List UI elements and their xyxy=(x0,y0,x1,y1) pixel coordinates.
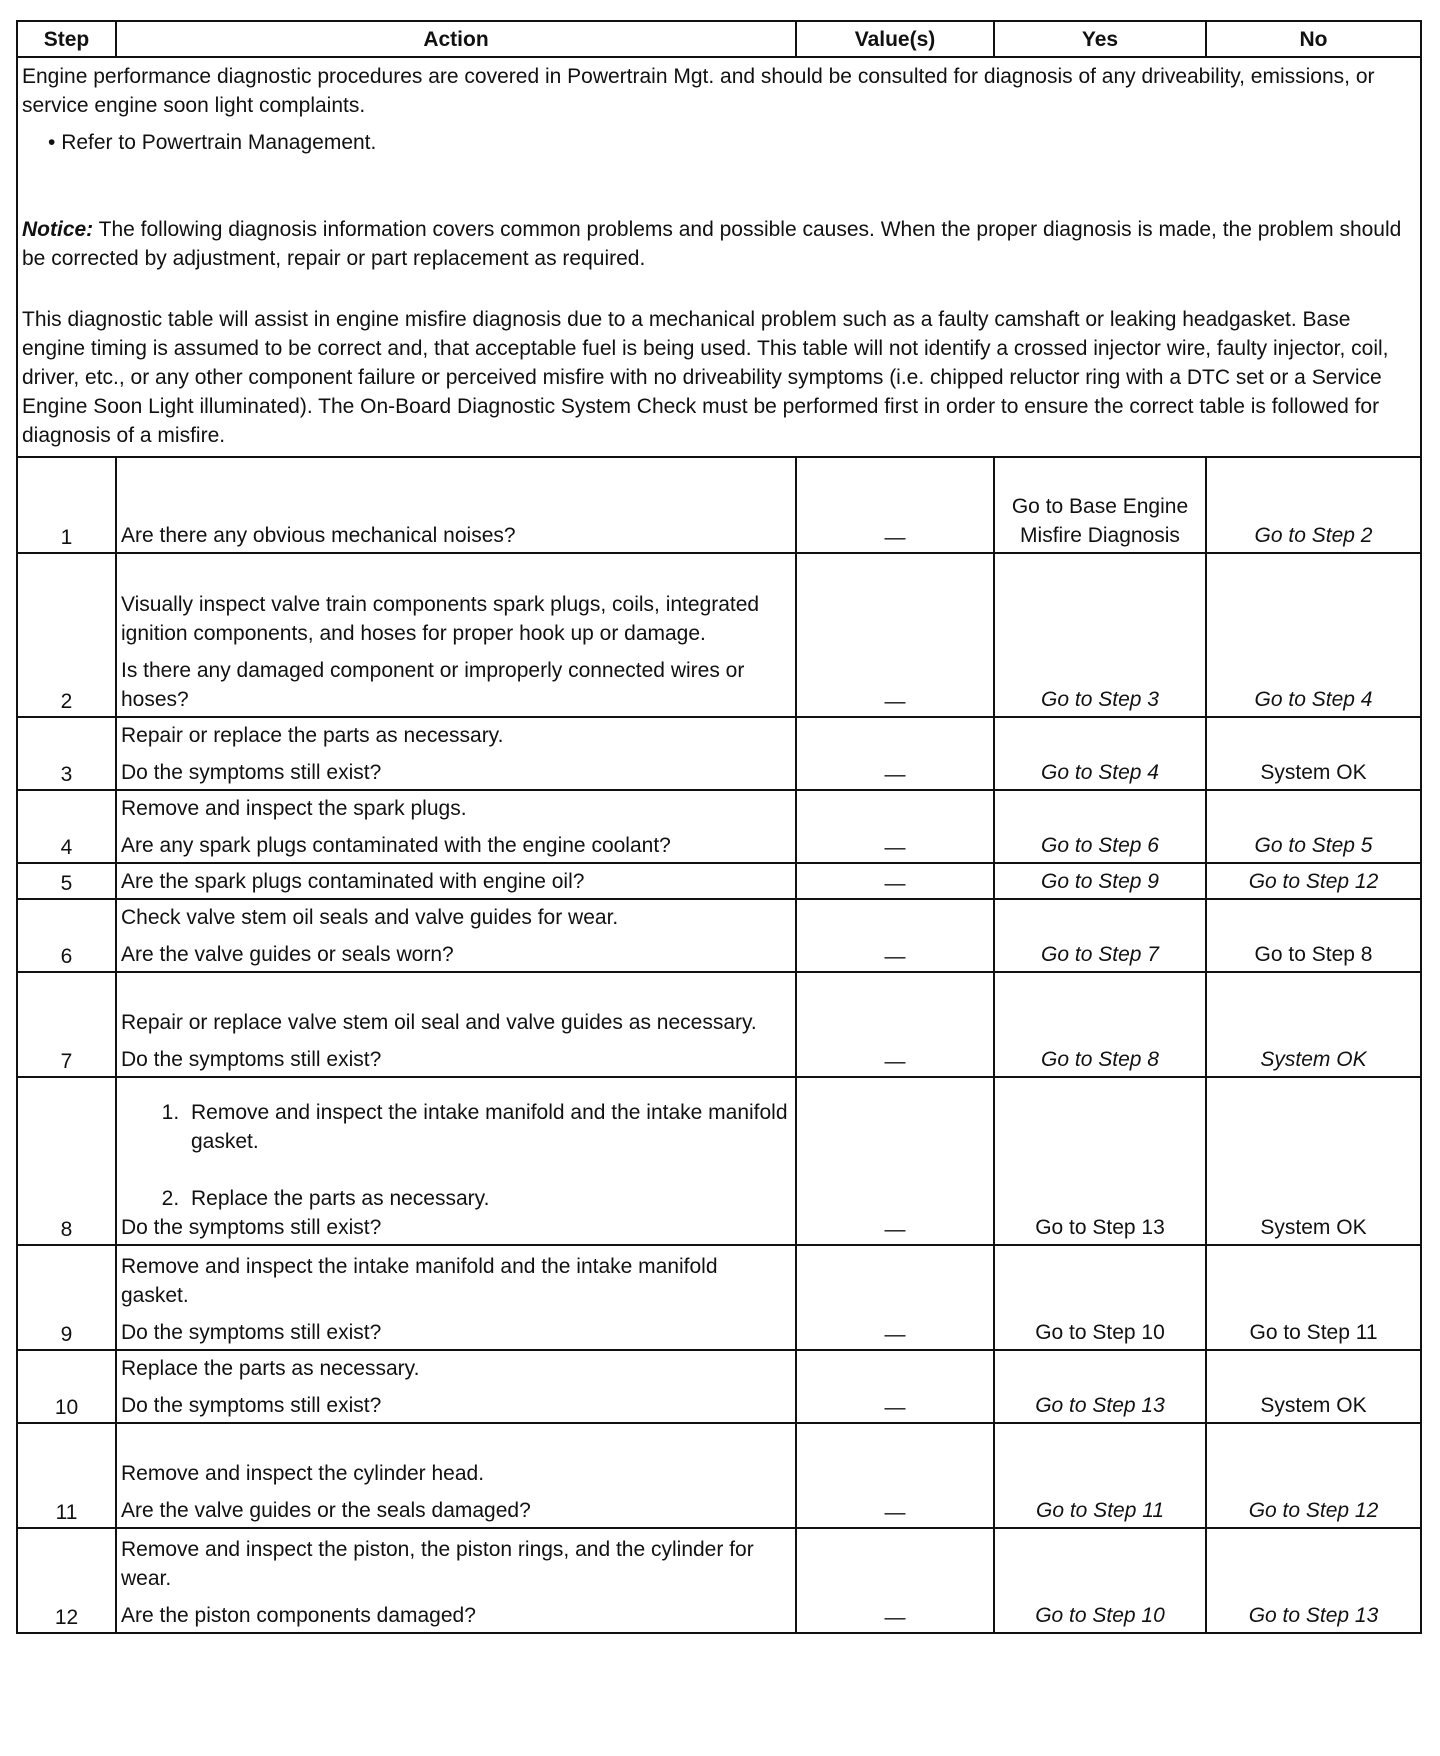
action-text: Are the spark plugs contaminated with engine oil? xyxy=(121,870,585,893)
substep-item: 2. Replace the parts as necessary. xyxy=(185,1184,791,1213)
table-row xyxy=(17,457,1421,553)
intro-paragraph: Engine performance diagnostic procedures are covered in Powertrain Mgt. and should be consulted for diagnosis of any driveability, emissions, or service engine soon light complaints. xyxy=(22,65,1375,117)
yes-cell: Go to Step 4 xyxy=(994,717,1206,790)
value-cell: — xyxy=(796,1350,994,1423)
step-rows xyxy=(17,457,1421,1633)
no-cell: Go to Step 5 xyxy=(1206,790,1421,863)
table-header-row xyxy=(17,21,1421,57)
value-cell: — xyxy=(796,972,994,1077)
no-cell: Go to Step 12 xyxy=(1206,863,1421,899)
action-cell xyxy=(116,790,796,863)
action-text: Repair or replace the parts as necessary. xyxy=(121,724,504,747)
substep-item: 1. Remove and inspect the intake manifold and the intake manifold gasket. xyxy=(185,1098,791,1156)
action-text: Are there any obvious mechanical noises? xyxy=(121,524,516,547)
action-text: Check valve stem oil seals and valve guides for wear. xyxy=(121,906,619,929)
value-cell: — xyxy=(796,863,994,899)
notice-paragraph xyxy=(22,215,1416,273)
table-row xyxy=(17,899,1421,972)
intro-row xyxy=(17,57,1421,457)
action-question: Are the valve guides or seals worn? xyxy=(121,943,454,966)
yes-cell: Go to Base Engine Misfire Diagnosis xyxy=(994,457,1206,553)
action-text: Visually inspect valve train components spark plugs, coils, integrated ignition components, and hoses for proper hook up or damage. xyxy=(121,593,760,645)
table-row xyxy=(17,1077,1421,1245)
action-text: Replace the parts as necessary. xyxy=(121,1357,420,1380)
step-number: 3 xyxy=(17,717,116,790)
table-row xyxy=(17,553,1421,717)
diagnostic-table xyxy=(16,20,1422,1634)
action-question: Do the symptoms still exist? xyxy=(121,761,382,784)
value-cell: — xyxy=(796,790,994,863)
yes-cell: Go to Step 10 xyxy=(994,1245,1206,1350)
action-question: Are the piston components damaged? xyxy=(121,1604,476,1627)
no-cell: System OK xyxy=(1206,1077,1421,1245)
intro-bullet-text: Refer to Powertrain Management. xyxy=(61,131,377,154)
table-row xyxy=(17,972,1421,1077)
table-row xyxy=(17,790,1421,863)
action-cell xyxy=(116,1245,796,1350)
description-paragraph: This diagnostic table will assist in engine misfire diagnosis due to a mechanical problem such as a faulty camshaft or leaking headgasket. Base engine timing is assumed to be correct and, that acceptable fuel is being used. This table will not identify a crossed injector wire, faulty injector, coil, driver, etc., or any other component failure or perceived misfire with no driveability symptoms (i.e. chipped reluctor ring with a DTC set or a Service Engine Soon Light illuminated). The On-Board Diagnostic System Check must be performed first in order to ensure the correct table is followed for diagnosis of a misfire. xyxy=(22,308,1389,447)
yes-cell: Go to Step 8 xyxy=(994,972,1206,1077)
value-cell: — xyxy=(796,899,994,972)
intro-cell xyxy=(17,57,1421,457)
step-number: 5 xyxy=(17,863,116,899)
action-cell xyxy=(116,1350,796,1423)
action-text: Remove and inspect the cylinder head. xyxy=(121,1462,485,1485)
no-cell: Go to Step 13 xyxy=(1206,1528,1421,1633)
header-step: Step xyxy=(17,21,116,57)
step-number: 8 xyxy=(17,1077,116,1245)
step-number: 9 xyxy=(17,1245,116,1350)
no-cell: Go to Step 12 xyxy=(1206,1423,1421,1528)
header-yes: Yes xyxy=(994,21,1206,57)
step-number: 2 xyxy=(17,553,116,717)
action-question: Is there any damaged component or improperly connected wires or hoses? xyxy=(121,659,745,711)
header-no: No xyxy=(1206,21,1421,57)
action-question: Are any spark plugs contaminated with the engine coolant? xyxy=(121,834,671,857)
no-cell: Go to Step 8 xyxy=(1206,899,1421,972)
action-cell xyxy=(116,553,796,717)
no-cell: Go to Step 11 xyxy=(1206,1245,1421,1350)
value-cell: — xyxy=(796,1245,994,1350)
step-number: 4 xyxy=(17,790,116,863)
substep-list xyxy=(121,1098,791,1213)
table-row xyxy=(17,1528,1421,1633)
action-question: Do the symptoms still exist? xyxy=(121,1216,382,1239)
header-values: Value(s) xyxy=(796,21,994,57)
no-cell: Go to Step 2 xyxy=(1206,457,1421,553)
step-number: 10 xyxy=(17,1350,116,1423)
yes-cell: Go to Step 10 xyxy=(994,1528,1206,1633)
notice-text: The following diagnosis information covers common problems and possible causes. When the proper diagnosis is made, the problem should be corrected by adjustment, repair or part replacement as required. xyxy=(22,218,1402,270)
action-cell xyxy=(116,863,796,899)
yes-cell: Go to Step 9 xyxy=(994,863,1206,899)
action-text: Remove and inspect the intake manifold and the intake manifold gasket. xyxy=(121,1255,718,1307)
no-cell: System OK xyxy=(1206,717,1421,790)
action-text: Remove and inspect the piston, the piston rings, and the cylinder for wear. xyxy=(121,1538,754,1590)
value-cell: — xyxy=(796,1423,994,1528)
action-cell xyxy=(116,1423,796,1528)
action-cell xyxy=(116,457,796,553)
notice-label: Notice: xyxy=(22,218,94,241)
yes-cell: Go to Step 7 xyxy=(994,899,1206,972)
step-number: 1 xyxy=(17,457,116,553)
action-question: Do the symptoms still exist? xyxy=(121,1048,382,1071)
action-cell xyxy=(116,972,796,1077)
yes-cell: Go to Step 13 xyxy=(994,1077,1206,1245)
yes-cell: Go to Step 6 xyxy=(994,790,1206,863)
yes-cell: Go to Step 11 xyxy=(994,1423,1206,1528)
value-cell: — xyxy=(796,553,994,717)
action-text: Remove and inspect the spark plugs. xyxy=(121,797,467,820)
no-cell: System OK xyxy=(1206,972,1421,1077)
action-question: Do the symptoms still exist? xyxy=(121,1394,382,1417)
table-row xyxy=(17,1245,1421,1350)
no-cell: System OK xyxy=(1206,1350,1421,1423)
no-cell: Go to Step 4 xyxy=(1206,553,1421,717)
action-question: Are the valve guides or the seals damaged? xyxy=(121,1499,531,1522)
intro-bullet: • Refer to Powertrain Management. xyxy=(48,131,377,154)
document-page xyxy=(16,20,1420,1634)
action-text: Repair or replace valve stem oil seal and valve guides as necessary. xyxy=(121,1011,757,1034)
value-cell: — xyxy=(796,1077,994,1245)
yes-cell: Go to Step 13 xyxy=(994,1350,1206,1423)
value-cell: — xyxy=(796,1528,994,1633)
table-row xyxy=(17,863,1421,899)
step-number: 12 xyxy=(17,1528,116,1633)
value-cell: — xyxy=(796,717,994,790)
action-cell xyxy=(116,1528,796,1633)
table-row xyxy=(17,717,1421,790)
step-number: 6 xyxy=(17,899,116,972)
action-cell xyxy=(116,899,796,972)
action-cell xyxy=(116,1077,796,1245)
value-cell: — xyxy=(796,457,994,553)
table-row xyxy=(17,1350,1421,1423)
table-row xyxy=(17,1423,1421,1528)
step-number: 7 xyxy=(17,972,116,1077)
action-question: Do the symptoms still exist? xyxy=(121,1321,382,1344)
header-action: Action xyxy=(116,21,796,57)
action-cell xyxy=(116,717,796,790)
step-number: 11 xyxy=(17,1423,116,1528)
yes-cell: Go to Step 3 xyxy=(994,553,1206,717)
